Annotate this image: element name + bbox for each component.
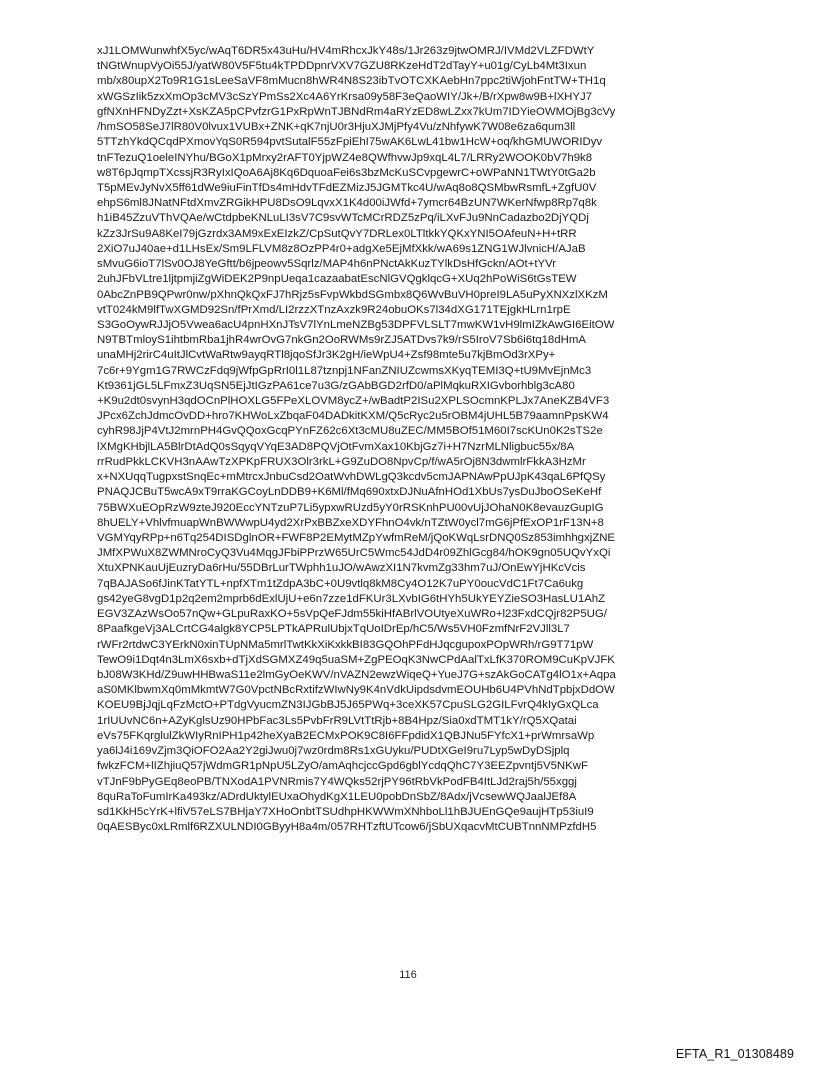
text-line: xWGSzIik5zxXmOp3cMV3cSzYPmSs2Xc4A6YrKrsa09y58F3eQaoWIY/Jk+/B/rXpw8w9B+lXHYJ7: [97, 90, 593, 103]
text-line: JMfXPWuX8ZWMNroCyQ3Vu4MqgJFbiPPrzW65UrC5Wmc54JdD4r09ZhlGcg84/hOK9gn05UQvYxQi: [97, 547, 611, 560]
text-line: 0qAESByc0xLRmlf6RZXULNDI0GByyH8a4m/057RHTzftUTcow6/jSbUXqacvMtCUBTnnNMPzfdH5: [97, 821, 597, 834]
text-line: 8quRaToFumIrKa493kz/ADrdUktylEUxaOhydKgX1LEU0pobDnSbZ/8Adx/jVcsewWQJaalJEf8A: [97, 790, 577, 803]
text-line: vTJnF9bPyGEq8eoPB/TNXodA1PVNRmis7Y4WQks52rjPY96tRbVkPodFB4ItLJd2raj5h/55xggj: [97, 775, 577, 788]
page-number: 116: [399, 969, 417, 981]
text-line: bJ08W3KHd/Z9uwHHBwaS11e2lmGyOeKWV/nVAZN2ewzWiqeQ+YueJ7G+szAkGoCATg4lO1x+Aqpa: [97, 668, 616, 681]
text-line: x+NXUqqTugpxstSnqEc+mMtrcxJnbuCsd2OatWvhDWLgQ3kcdv5cmJAPNAwPpUJpK43qaL6PfQSy: [97, 471, 606, 484]
text-line: unaMHj2rirC4uItJlCvtWaRtw9ayqRTl8jqoSfJr3K2gH/ieWpU4+Zsf98mte5u7kjBmOd3rXPy+: [97, 349, 556, 362]
text-line: 7qBAJASo6fJinKTatYTL+npfXTm1tZdpA3bC+0U9vtlq8kM8Cy4O12K7uPY0oucVdC1Ft7Ca6ukg: [97, 577, 584, 590]
text-line: fwkzFCM+lIZhjiuQ57jWdmGR1pNpU5LZyO/amAqhcjccGpd6gblYcdqQhC7Y3EEZpvntj5V5NKwF: [97, 760, 588, 773]
text-line: sMvuG6ioT7lSv0OJ8YeGftt/b6jpeowv5Sqrlz/MAP4h6nPNctAkKuzTYlkDsHfGckn/AOt+tYVr: [97, 258, 557, 271]
text-line: w8T6pJqmpTXcssjR3RyIxIQoA6Aj8Kq6DquoaFei6s3bzMcKuSCvpgewrC+oWPaNN1TWtY0tGa2b: [97, 166, 596, 179]
text-line: 2uhJFbVLtre1ljtpmjiZgWiDEK2P9npUeqa1cazaabatEscNlGVQgklqcG+XUq2hPoWiS6tGsTEW: [97, 273, 577, 286]
text-line: gs42yeG8vgD1p2q2em2mprb6dExlUjU+e6n7zze1dFKUr3LXvbIG6tHYh5UkYEYZieSO3HasLU1AhZ: [97, 592, 606, 605]
text-line: EGV3ZAzWsOo57nQw+GLpuRaxKO+5sVpQeFJdm55kiHfABrlVOUtyeXuWRo+l23FxdCQjr82P5UG/: [97, 608, 607, 621]
text-line: mb/x80upX2To9R1G1sLeeSaVF8mMucn8hWR4N8S23ibTvOTCXKAebHn7ppc2tiWjohFntTW+TH1q: [97, 75, 606, 88]
text-line: Kt9361jGL5LFmxZ3UqSN5EjJtIGzPA61ce7u3G/zGAbBGD2rfD0/aPlMqkuRXIGvborhblg3cA80: [97, 379, 575, 392]
text-line: XtuXPNKauUjEuzryDa6rHu/55DBrLurTWphh1uJO/wAwzXI1N7kvmZg33hm7uJ/OnEwYjHKcVcis: [97, 562, 586, 575]
text-line: 5TTzhYkdQCqdPXmovYqS0R594pvtSutalF55zFpiEhI75wAK6LwL41bw1HcW+oq/khGMUWORIDyv: [97, 136, 603, 149]
text-line: lXMgKHbjlLA5BlrDtAdQ0sSqyqVYqE3AD8PQVjOtFvmXax10KbjGz7i+H7NzrMLNligbuc55x/8A: [97, 440, 575, 453]
text-line: ehpS6ml8JNatNFtdXmvZRGikHPU8DsO9LqvxX1K4d00iJWfd+7ymcr64BzUN7WKerNfwp8Rp7q8k: [97, 197, 597, 210]
text-line: TewO9i1Dqt4n3LmX6sxb+dTjXdSGMXZ49q5uaSM+ZgPEOqK3NwCPdAalTxLfK370ROM9CuKpVJFK: [97, 653, 615, 666]
text-line: 2XiO7uJ40ae+d1LHsEx/Sm9LFLVM8z8OzPP4r0+adgXe5EjMfXkk/wA69s1ZNG1WJlvnicH/AJaB: [97, 242, 586, 255]
text-line: 0AbcZnPB9QPwr0nw/pXhnQkQxFJ7hRjz5sFvpWkbdSGmbx8Q6WvBuVH0preI9LA5uPyXNXzlXKzM: [97, 288, 608, 301]
text-line: vtT024kM9lfTwXGMD92Sn/fPrXmd/LI2rzzXTnzAxzk9R24obuOKs7l34dXG171TEjgkHLrn1rpE: [97, 303, 571, 316]
text-line: /hmSO58SeJ7lR80V0lvux1VUBx+ZNK+qK7njU0r3HjuXJMjPfy4Vu/zNhfywK7W08e6za6qum3ll: [97, 121, 576, 134]
text-line: 75BWXuEOpRzW9zteJ920EccYNTzuP7Li5ypxwRUzd5yY0rRSKnhPU00vUjJOhaN0K8evauzGupIG: [97, 501, 604, 514]
text-line: cyhR98JjP4VtJ2mrnPH4GvQQoxGcqPYnFZ62c6Xt3cMU8uZEC/MM5BOf51M60I7scKUn0K2sTS2e: [97, 425, 603, 438]
text-line: aS0MKlbwmXq0mMkmtW7G0VpctNBcRxtifzWIwNy9K4nVdkUipdsdvmEOUHb6U4PVhNdTpbjxDdOW: [97, 684, 615, 697]
text-line: 7c6r+9Ygm1G7RWCzFdq9jWfpGpRrI0l1L87tznpj1NFanZNIUZcwmsXKyqTEMI3Q+tU9MvEjnMc3: [97, 364, 592, 377]
text-line: 8PaafkgeVj3ALCrtCG4algk8YCP5LPTkAPRulUbjxTqUoIDrEp/hC5/Ws5VH0FzmfNrF2VJll3L7: [97, 623, 570, 636]
encoded-text-block: [97, 44, 737, 835]
text-line: sd1KkH5cYrK+lfiV57eLS7BHjaY7XHoOnbtTSUdhpHKWWmXNhboLl1hBJUEnGQe9aujHTp53iuI9: [97, 805, 594, 818]
text-line: PNAQJCBuT5wcA9xT9rraKGCoyLnDDB9+K6Ml/fMq690xtxDJNuAfnHOd1XbUs7ysDuJboOSeKeHf: [97, 486, 602, 499]
text-line: h1iB45ZzuVThVQAe/wCtdpbeKNLuLI3sV7C9svWTcMCrRDZ5zPq/iLXvFJu9NnCadazbo2DjYQDj: [97, 212, 589, 225]
text-line: rWFr2rtdwC3YErkN0xinTUpNMa5mrlTwtKkXiKxkkBI83GQOhPFdHJqcgupoxPOpWRh/rG9T71pW: [97, 638, 594, 651]
text-line: JPcx6ZchJdmcOvDD+hro7KHWoLxZbqaF04DADkitKXM/Q5cRyc2u5rOBM4jUHL5B79aamnPpsKW4: [97, 410, 609, 423]
text-line: KOEU9BjJqjLqFzMctO+PTdgVyucmZN3IJGbBJ5J65PWq+3ceXK57CpuSLG2GILFvrQ4kIyGxQLca: [97, 699, 599, 712]
text-line: T5pMEvJyNvX5ff61dWe9iuFinTfDs4mHdvTFdEZMizJ5JGMTkc4U/wAq8o8QSMbwRsmfL+ZgfU0V: [97, 181, 597, 194]
text-line: gfNXnHFNDyZzt+XsKZA5pCPvfzrG1PxRpWnTJBNdRm4aRYzED8wLZxx7kUm7IDYieOWMOjBg3cVy: [97, 105, 616, 118]
document-id-stamp: EFTA_R1_01308489: [675, 1047, 794, 1061]
text-line: 8hUELY+VhlvfmuapWnBWWwpU4yd2XrPxBBZxeXDYFhnO4vk/nTZtW0ycl7mG6jPfExOP1rF13N+8: [97, 516, 604, 529]
text-line: S3GoOywRJJjO5Vwea6acU4pnHXnJTsV7lYnLmeNZBg53DPFVLSLT7mwKW1vH9lmIZkAwGI6EitOW: [97, 318, 615, 331]
text-line: +K9u2dt0svynH3qdOCnPlHOXLG5FPeXLOVM8ycZ+/wBadtP2ISu2XPLSOcmnKPLJx7AneKZB4VF3: [97, 395, 610, 408]
text-line: xJ1LOMWunwhfX5yc/wAqT6DR5x43uHu/HV4mRhcxJkY48s/1Jr263z9jtwOMRJ/IVMd2VLZFDWtY: [97, 45, 595, 57]
text-line: rrRudPkkLCKVH3nAAwTzXPKpFRUX3Olr3rkL+G9ZuDO8NpvCp/f/wA5rOj8N3dwmlrFkkA3HzMr: [97, 455, 586, 468]
text-line: VGMYqyRPp+n6Tq254DISDglnOR+FWF8P2EMytMZpYwfmReM/jQoKWqLsrDNQ0Sz853imhhgxjZNE: [97, 532, 616, 544]
text-line: N9TBTmloyS1ihtbmRba1jhR4wrOvG7nkGn2OoRWMs9rZJ5ATDvs7k9/rS5IroV7Sb6i6tq18dHmA: [97, 334, 586, 347]
text-line: ya6lJ4i169vZjm3QiOFO2Aa2Y2giJwu0j7wz0rdm8Rs1xGUyku/PUDtXGeI9ru7Lyp5wDyDSjplq: [97, 745, 570, 758]
text-line: tNGtWnupVyOi55J/yatW80V5F5tu4kTPDDpnrVXV7GZU8RKzeHdT2dTayY+u01g/CyLb4Mt3Ixun: [97, 60, 587, 73]
text-line: eVs75FKqrglulZkWIyRnIPH1p42heXyaB2ECMxPOK9C8I6FFpdidX1QBJNu5FYfcX1+prWmrsaWp: [97, 729, 595, 742]
text-line: tnFTezuQ1oeleINYhu/BGoX1pMrxy2rAFT0YjpWZ4e8QWfhvwJp9xqL4L7/LRRy2WOOK0bV7h9k8: [97, 151, 593, 164]
text-line: kZz3JrSu9A8KeI79jGzrdx3AM9xExEIzkZ/CpSutQvY7DRLex0LTltkkYQKxYNI5OAfeuN+H+tRR: [97, 227, 577, 240]
text-line: 1rIUUvNC6n+AZyKglsUz90HPbFac3Ls5PvbFrR9LVtTtRjb+8B4Hpz/Sia0xdTMT1kY/rQ5XQatai: [97, 714, 577, 727]
